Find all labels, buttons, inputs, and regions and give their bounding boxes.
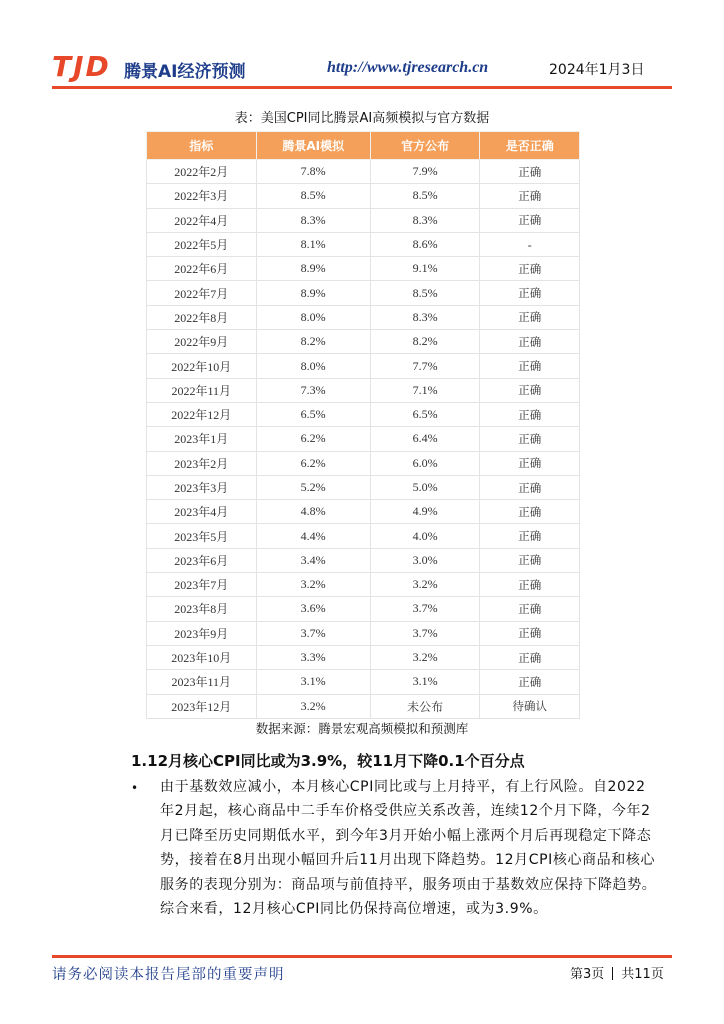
- cell-official: 4.9%: [370, 500, 480, 524]
- cell-period: 2023年8月: [147, 597, 257, 621]
- cell-official: 3.7%: [370, 597, 480, 621]
- cell-period: 2022年2月: [147, 160, 257, 184]
- cell-official: 7.7%: [370, 354, 480, 378]
- cell-simulation: 6.2%: [256, 427, 370, 451]
- table-row: [147, 524, 580, 548]
- table-row: [147, 281, 580, 305]
- cell-simulation: 8.5%: [256, 184, 370, 208]
- table-row: [147, 548, 580, 572]
- cell-correct: 正确: [480, 573, 580, 597]
- current-page: 第3页: [570, 967, 605, 982]
- cell-correct: 正确: [480, 330, 580, 354]
- cell-official: 8.6%: [370, 232, 480, 256]
- cell-correct: -: [480, 232, 580, 256]
- table-body: [147, 160, 580, 719]
- cell-simulation: 8.1%: [256, 232, 370, 256]
- page-number: [570, 963, 664, 982]
- total-pages: 共11页: [621, 967, 664, 982]
- cell-official: 3.0%: [370, 548, 480, 572]
- cell-official: 6.0%: [370, 451, 480, 475]
- table-row: [147, 208, 580, 232]
- table-row: [147, 427, 580, 451]
- cell-correct: 正确: [480, 597, 580, 621]
- cell-period: 2022年10月: [147, 354, 257, 378]
- cell-period: 2023年4月: [147, 500, 257, 524]
- cell-simulation: 3.3%: [256, 645, 370, 669]
- cell-simulation: 5.2%: [256, 475, 370, 499]
- cell-correct: 正确: [480, 670, 580, 694]
- cell-period: 2022年6月: [147, 257, 257, 281]
- table-row: [147, 475, 580, 499]
- website-link[interactable]: http://www.tjresearch.cn: [327, 59, 489, 76]
- cell-period: 2023年11月: [147, 670, 257, 694]
- cell-official: 8.2%: [370, 330, 480, 354]
- cell-correct: 正确: [480, 645, 580, 669]
- cell-official: 6.5%: [370, 402, 480, 426]
- cell-period: 2023年7月: [147, 573, 257, 597]
- cell-period: 2023年5月: [147, 524, 257, 548]
- cell-correct: 正确: [480, 548, 580, 572]
- table-row: [147, 573, 580, 597]
- cell-period: 2022年12月: [147, 402, 257, 426]
- table-row: [147, 621, 580, 645]
- page-header: [52, 50, 672, 90]
- footer-divider: [52, 955, 672, 958]
- table-row: [147, 500, 580, 524]
- cell-period: 2022年11月: [147, 378, 257, 402]
- cell-official: 8.5%: [370, 184, 480, 208]
- column-header-simulation: 腾景AI模拟: [256, 132, 370, 160]
- cell-period: 2023年1月: [147, 427, 257, 451]
- cell-simulation: 8.2%: [256, 330, 370, 354]
- cell-period: 2023年9月: [147, 621, 257, 645]
- cell-correct: 正确: [480, 524, 580, 548]
- cell-correct: 正确: [480, 208, 580, 232]
- cell-official: 6.4%: [370, 427, 480, 451]
- table-header-row: [147, 132, 580, 160]
- table-row: [147, 402, 580, 426]
- cell-simulation: 3.4%: [256, 548, 370, 572]
- table-row: [147, 378, 580, 402]
- cell-official: 3.2%: [370, 573, 480, 597]
- cell-official: 3.7%: [370, 621, 480, 645]
- cpi-table: [146, 131, 580, 719]
- cell-simulation: 8.9%: [256, 257, 370, 281]
- cell-correct: 正确: [480, 305, 580, 329]
- cell-simulation: 7.3%: [256, 378, 370, 402]
- cell-official: 未公布: [370, 694, 480, 718]
- cell-period: 2023年12月: [147, 694, 257, 718]
- cell-official: 8.5%: [370, 281, 480, 305]
- cell-simulation: 6.2%: [256, 451, 370, 475]
- cell-official: 3.1%: [370, 670, 480, 694]
- cell-correct: 正确: [480, 451, 580, 475]
- cell-period: 2022年4月: [147, 208, 257, 232]
- cell-simulation: 3.2%: [256, 573, 370, 597]
- cell-correct: 正确: [480, 621, 580, 645]
- cell-correct: 正确: [480, 184, 580, 208]
- cell-correct: 正确: [480, 402, 580, 426]
- cell-simulation: 8.9%: [256, 281, 370, 305]
- table-row: [147, 184, 580, 208]
- cell-simulation: 4.8%: [256, 500, 370, 524]
- cell-official: 8.3%: [370, 305, 480, 329]
- cell-period: 2022年8月: [147, 305, 257, 329]
- table-row: [147, 670, 580, 694]
- report-date: 2024年1月3日: [549, 62, 645, 78]
- data-source-note: 数据来源：腾景宏观高频模拟和预测库: [255, 721, 469, 736]
- table-row: [147, 451, 580, 475]
- cell-simulation: 3.1%: [256, 670, 370, 694]
- table-row: [147, 160, 580, 184]
- cell-period: 2022年3月: [147, 184, 257, 208]
- cell-official: 3.2%: [370, 645, 480, 669]
- cell-simulation: 8.3%: [256, 208, 370, 232]
- cell-period: 2023年2月: [147, 451, 257, 475]
- table-row: [147, 305, 580, 329]
- cell-official: 5.0%: [370, 475, 480, 499]
- cell-correct: 待确认: [480, 694, 580, 718]
- page-separator: [612, 967, 613, 980]
- table-row: [147, 354, 580, 378]
- cell-official: 7.1%: [370, 378, 480, 402]
- cell-simulation: 4.4%: [256, 524, 370, 548]
- cell-period: 2023年10月: [147, 645, 257, 669]
- cell-simulation: 8.0%: [256, 305, 370, 329]
- cell-simulation: 7.8%: [256, 160, 370, 184]
- bullet-marker: •: [131, 781, 139, 795]
- table-row: [147, 694, 580, 718]
- body-paragraph: 由于基数效应减小，本月核心CPI同比或与上月持平，有上行风险。自2022年2月起，核心商品中二手车价格受供应关系改善，连续12个月下降，今年2月已降至历史同期低水平，到今年3月开始小幅上涨两个月后再现稳定下降态势，接着在8月出现小幅回升后11月出现下降趋势。12月CPI核心商品和核心服务的表现分别为：商品项与前值持平，服务项由于基数效应保持下降趋势。综合来看，12月核心CPI同比仍保持高位增速，或为3.9%。: [160, 779, 657, 918]
- cell-official: 4.0%: [370, 524, 480, 548]
- cell-correct: 正确: [480, 475, 580, 499]
- table-row: [147, 597, 580, 621]
- cell-correct: 正确: [480, 281, 580, 305]
- cell-correct: 正确: [480, 427, 580, 451]
- cell-simulation: 3.6%: [256, 597, 370, 621]
- table-row: [147, 257, 580, 281]
- cell-official: 7.9%: [370, 160, 480, 184]
- cell-simulation: 6.5%: [256, 402, 370, 426]
- cell-period: 2022年9月: [147, 330, 257, 354]
- logo-text: 腾景AI经济预测: [124, 62, 246, 82]
- section-heading: 1.12月核心CPI同比或为3.9%，较11月下降0.1个百分点: [131, 752, 525, 770]
- table-row: [147, 232, 580, 256]
- column-header-indicator: 指标: [147, 132, 257, 160]
- cell-period: 2023年6月: [147, 548, 257, 572]
- cell-period: 2022年7月: [147, 281, 257, 305]
- cell-simulation: 8.0%: [256, 354, 370, 378]
- disclaimer-note: 请务必阅读本报告尾部的重要声明: [52, 967, 285, 983]
- column-header-correct: 是否正确: [480, 132, 580, 160]
- cell-official: 9.1%: [370, 257, 480, 281]
- cell-period: 2023年3月: [147, 475, 257, 499]
- cell-correct: 正确: [480, 257, 580, 281]
- logo-tjd: TJD: [52, 50, 111, 83]
- cell-correct: 正确: [480, 160, 580, 184]
- cell-official: 8.3%: [370, 208, 480, 232]
- table-row: [147, 330, 580, 354]
- cell-simulation: 3.2%: [256, 694, 370, 718]
- cell-correct: 正确: [480, 378, 580, 402]
- cell-simulation: 3.7%: [256, 621, 370, 645]
- cell-correct: 正确: [480, 500, 580, 524]
- table-row: [147, 645, 580, 669]
- cell-period: 2022年5月: [147, 232, 257, 256]
- cell-correct: 正确: [480, 354, 580, 378]
- table-title: 表：美国CPI同比腾景AI高频模拟与官方数据: [234, 111, 490, 126]
- header-divider: [52, 86, 672, 89]
- column-header-official: 官方公布: [370, 132, 480, 160]
